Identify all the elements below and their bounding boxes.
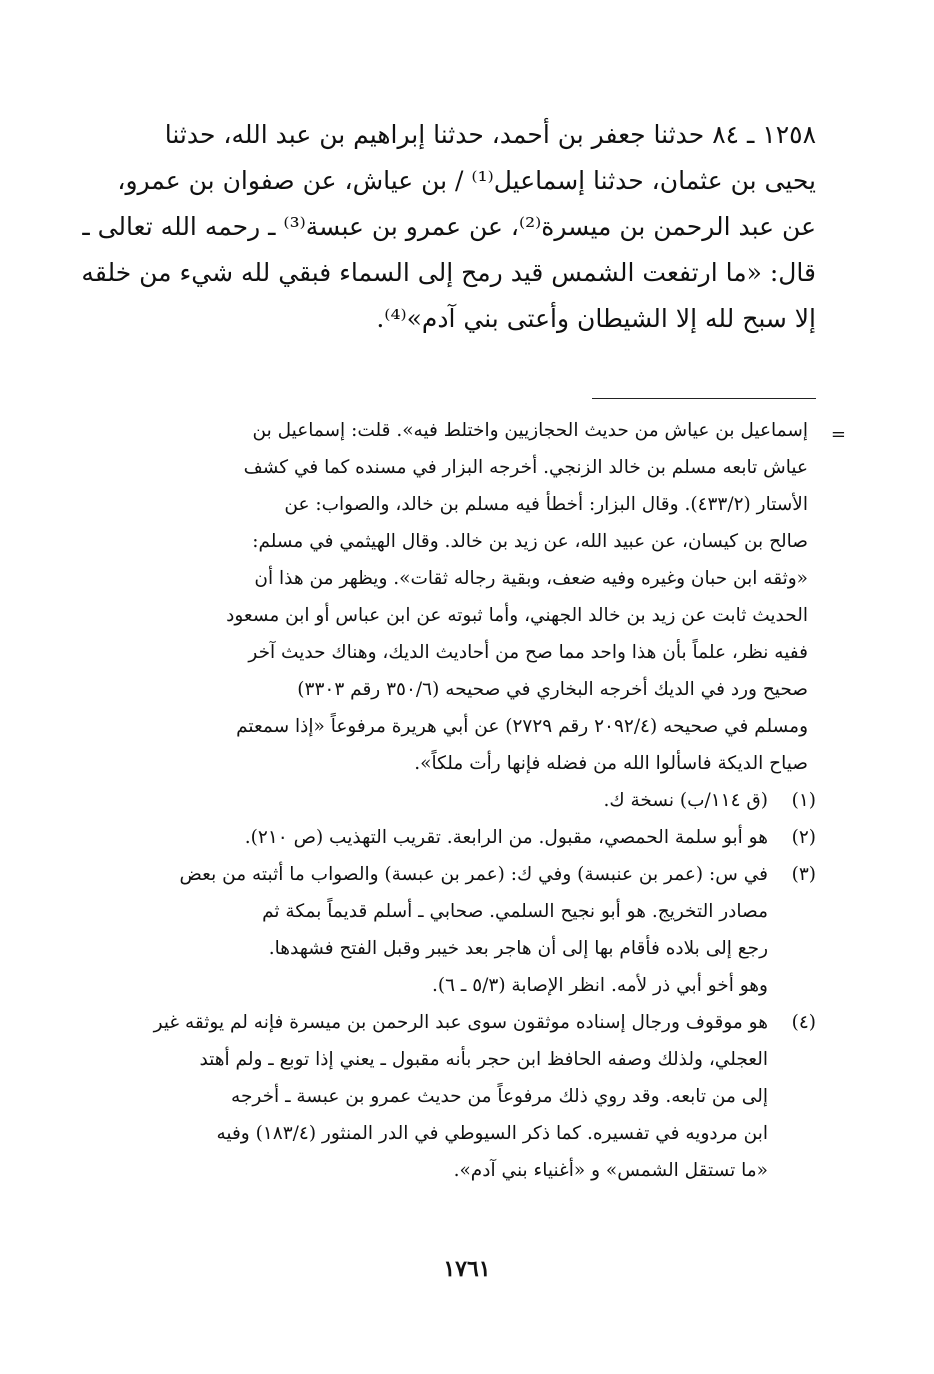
hadith-text — [81, 112, 816, 342]
footnote-line: ففيه نظر، علماً بأن هذا واحد مما صح من أحاديث الديك، وهناك حديث آخر — [248, 642, 808, 663]
footnote-line: ابن مردويه في تفسيره. كما ذكر السيوطي في الدر المنثور (١٨٣/٤) وفيه — [216, 1123, 768, 1144]
footnote-2 — [116, 819, 816, 856]
continuation-marker: = — [830, 424, 846, 445]
footnote-3 — [116, 856, 816, 1004]
footnote-line: صالح بن كيسان، عن عبيد الله، عن زيد بن خالد. وقال الهيثمي في مسلم: — [252, 531, 808, 552]
footnote-number: (١) — [791, 790, 816, 811]
footnote-1 — [116, 782, 816, 819]
footnote-line: عياش تابعه مسلم بن خالد الزنجي. أخرجه البزار في مسنده كما في كشف — [243, 457, 808, 478]
footnote-line: هو أبو سلمة الحمصي، مقبول. من الرابعة. تقريب التهذيب (ص ٢١٠). — [244, 827, 768, 848]
footnote-line: وهو أخو أبي ذر لأمه. انظر الإصابة (٥/٣ ـ ٦). — [431, 975, 768, 996]
footnote-line: إسماعيل بن عياش من حديث الحجازيين واختلط فيه». قلت: إسماعيل بن — [252, 420, 808, 441]
footnote-line: في س: (عمر بن عنبسة) وفي ك: (عمر بن عبسة) والصواب ما أثبته من بعض — [179, 864, 768, 885]
continued-footnote — [116, 412, 846, 782]
hadith-line: يحيى بن عثمان، حدثنا إسماعيل⁽¹⁾ / بن عياش، عن صفوان بن عمرو، — [117, 166, 816, 195]
footnote-line: العجلي، ولذلك وصفه الحافظ ابن حجر بأنه مقبول ـ يعني إذا توبع ـ ولم أهتد — [199, 1049, 768, 1070]
footnote-line: مصادر التخريج. هو أبو نجيح السلمي. صحابي ـ أسلم قديماً بمكة ثم — [262, 901, 768, 922]
page-number: ١٧٦١ — [443, 1256, 491, 1282]
footnote-4 — [116, 1004, 816, 1189]
hadith-line: إلا سبح لله إلا الشيطان وأعتى بني آدم»⁽⁴⁾. — [376, 304, 816, 333]
footnote-line: الحديث ثابت عن زيد بن خالد الجهني، وأما ثبوته عن ابن عباس أو ابن مسعود — [226, 605, 808, 626]
footnote-divider — [592, 398, 816, 399]
footnote-number: (٤) — [791, 1012, 816, 1033]
footnote-number: (٢) — [791, 827, 816, 848]
hadith-line: عن عبد الرحمن بن ميسرة⁽²⁾، عن عمرو بن عبسة⁽³⁾ ـ رحمه الله تعالى ـ — [82, 212, 816, 241]
footnote-number: (٣) — [791, 864, 816, 885]
hadith-line: ١٢٥٨ ـ ٨٤ حدثنا جعفر بن أحمد، حدثنا إبراهيم بن عبد الله، حدثنا — [164, 120, 816, 149]
footnote-line: إلى من تابعه. وقد روي ذلك مرفوعاً من حديث عمرو بن عبسة ـ أخرجه — [231, 1086, 768, 1107]
footnote-line: صياح الديكة فاسألوا الله من فضله فإنها رأت ملكاً». — [414, 753, 808, 774]
footnote-line: «وثقه ابن حبان وغيره وفيه ضعف، وبقية رجاله ثقات». ويظهر من هذا أن — [254, 568, 808, 589]
footnote-line: ومسلم في صحيحه (٢٠٩٢/٤ رقم ٢٧٢٩) عن أبي هريرة مرفوعاً «إذا سمعتم — [236, 716, 808, 737]
footnotes — [116, 412, 846, 1189]
footnote-line: هو موقوف ورجال إسناده موثقون سوى عبد الرحمن بن ميسرة فإنه لم يوثقه غير — [153, 1012, 768, 1033]
hadith-line: قال: «ما ارتفعت الشمس قيد رمح إلى السماء فبقي لله شيء من خلقه — [81, 258, 816, 287]
footnote-line: «ما تستقل الشمس» و «أغنياء بني آدم». — [453, 1160, 768, 1181]
footnote-line: الأستار (٤٣٣/٢). وقال البزار: أخطأ فيه مسلم بن خالد، والصواب: عن — [284, 494, 808, 515]
footnote-line: رجع إلى بلاده فأقام بها إلى أن هاجر بعد خيبر وقبل الفتح فشهدها. — [268, 938, 768, 959]
footnote-line: (ق ١١٤/ب) نسخة ك. — [603, 790, 768, 811]
footnote-line: صحيح ورد في الديك أخرجه البخاري في صحيحه (٣٥٠/٦ رقم ٣٣٠٣) — [297, 679, 808, 700]
